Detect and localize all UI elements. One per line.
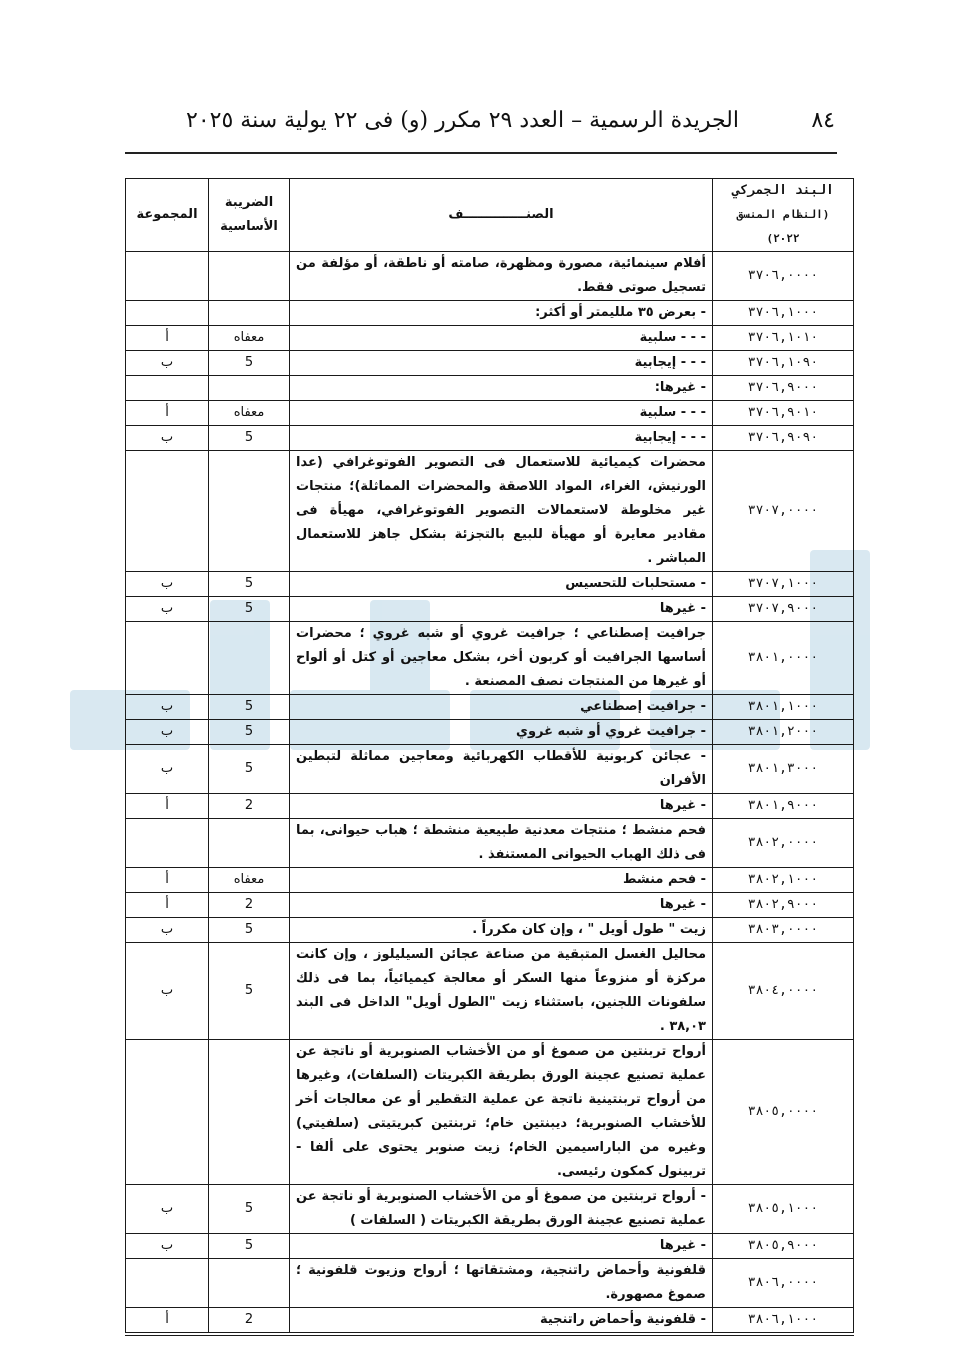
description-cell: - غيرها	[290, 893, 713, 918]
base-tax-cell: 5	[209, 351, 290, 376]
group-cell: ب	[126, 426, 209, 451]
column-header-group: المجموعة	[126, 179, 209, 252]
table-header-row	[126, 179, 854, 252]
description-cell: - فحم منشط	[290, 868, 713, 893]
table-row	[126, 1185, 854, 1234]
tariff-code-cell: ٣٨٠١,٠٠٠٠	[713, 622, 854, 695]
tariff-code-cell: ٣٨٠٥,٠٠٠٠	[713, 1040, 854, 1185]
table-row	[126, 893, 854, 918]
base-tax-cell: 5	[209, 745, 290, 794]
tariff-code-cell: ٣٧٠٦,١٠٠٠	[713, 301, 854, 326]
base-tax-cell	[209, 1259, 290, 1308]
group-cell: ب	[126, 695, 209, 720]
description-cell: أفلام سينمائية، مصورة ومظهرة، صامته أو ناطقة، أو مؤلفة من تسجيل صوتى فقط.	[290, 252, 713, 301]
group-cell	[126, 301, 209, 326]
tariff-code-cell: ٣٨٠٢,٠٠٠٠	[713, 819, 854, 868]
tariff-table	[125, 178, 854, 1336]
tariff-code-cell: ٣٨٠٢,٩٠٠٠	[713, 893, 854, 918]
description-cell: - غيرها	[290, 794, 713, 819]
page-header	[125, 104, 835, 144]
table-row	[126, 745, 854, 794]
gazette-title: الجريدة الرسمية – العدد ٢٩ مكرر (و) فى ٢٢ يولية سنة ٢٠٢٥	[186, 108, 739, 133]
base-tax-cell	[209, 376, 290, 401]
table-row	[126, 326, 854, 351]
description-cell: فحم منشط ؛ منتجات معدنية طبيعية منشطة ؛ هباب حيوانى، بما فى ذلك الهباب الحيوانى المستنفذ .	[290, 819, 713, 868]
group-cell: أ	[126, 868, 209, 893]
tariff-code-cell: ٣٧٠٦,٩٠١٠	[713, 401, 854, 426]
description-cell: - - - سلبية	[290, 326, 713, 351]
tariff-code-cell: ٣٨٠١,٩٠٠٠	[713, 794, 854, 819]
column-header-tax: الضريبة الأساسية	[209, 179, 290, 252]
table-row	[126, 720, 854, 745]
description-cell: قلفونية وأحماض راتنجية، ومشتقاتها ؛ أرواح وزيوت قلفونية ؛ صموغ مصهورة.	[290, 1259, 713, 1308]
base-tax-cell: 5	[209, 943, 290, 1040]
tariff-code-cell: ٣٧٠٦,٩٠٠٠	[713, 376, 854, 401]
base-tax-cell: 5	[209, 720, 290, 745]
group-cell: ب	[126, 943, 209, 1040]
group-cell: أ	[126, 326, 209, 351]
description-cell: - جرافيت غروي أو شبه غروي	[290, 720, 713, 745]
base-tax-cell	[209, 819, 290, 868]
tariff-code-cell: ٣٨٠٢,١٠٠٠	[713, 868, 854, 893]
description-cell: - جرافيت إصطناعي	[290, 695, 713, 720]
tariff-code-cell: ٣٧٠٦,٠٠٠٠	[713, 252, 854, 301]
table-row	[126, 1234, 854, 1259]
group-cell: ب	[126, 745, 209, 794]
table-row	[126, 622, 854, 695]
tariff-code-cell: ٣٧٠٧,٩٠٠٠	[713, 597, 854, 622]
group-cell: أ	[126, 794, 209, 819]
description-cell: - - - سلبية	[290, 401, 713, 426]
table-row	[126, 572, 854, 597]
tariff-code-cell: ٣٨٠٦,٠٠٠٠	[713, 1259, 854, 1308]
tariff-code-cell: ٣٨٠١,١٠٠٠	[713, 695, 854, 720]
table-row	[126, 351, 854, 376]
description-cell: - - - إيجابية	[290, 426, 713, 451]
description-cell: محاليل الغسل المتبقية من صناعة عجائن السيليلوز ، وإن كانت مركزة أو منزوعاً منها السكر أو معالجة كيميائياً، بما فى ذلك سلفونات اللجنين، باستثناء زيت "الطول أويل" الداخل فى البند ٣٨,٠٣ .	[290, 943, 713, 1040]
description-cell: - غيرها:	[290, 376, 713, 401]
base-tax-cell	[209, 622, 290, 695]
group-cell: ب	[126, 720, 209, 745]
group-cell	[126, 1040, 209, 1185]
group-cell: ب	[126, 918, 209, 943]
description-cell: زيت " طول أويل " ، وإن كان مكرراً .	[290, 918, 713, 943]
table-row	[126, 943, 854, 1040]
group-cell: ب	[126, 351, 209, 376]
group-cell: ب	[126, 1234, 209, 1259]
group-cell: أ	[126, 893, 209, 918]
table-row	[126, 1308, 854, 1335]
tariff-code-cell: ٣٧٠٦,٩٠٩٠	[713, 426, 854, 451]
tariff-code-cell: ٣٨٠٣,٠٠٠٠	[713, 918, 854, 943]
base-tax-cell: 5	[209, 918, 290, 943]
base-tax-cell: معفاه	[209, 326, 290, 351]
page-number: ٨٤	[811, 108, 835, 133]
base-tax-cell: 5	[209, 1185, 290, 1234]
group-cell	[126, 622, 209, 695]
description-cell: - غيرها	[290, 597, 713, 622]
description-cell: أرواح تربنتين من صموغ أو من الأخشاب الصنوبرية أو ناتجة عن عملية تصنيع عجينة الورق بطريقة الكبريتات (السلفات)، وغيرها من أرواح تربنتينية ناتجة عن عملية التقطير أو عن معالجات أخر للأخشاب الصنوبرية؛ ديبنتين خام؛ تربنتين كبريتيتى (سلفيتي) وغيره من الباراسيمين الخام؛ زيت صنوبر يحتوى على ألفا - تربينول كمكون رئيسى.	[290, 1040, 713, 1185]
description-cell: - بعرض ٣٥ ملليمتر أو أكثر:	[290, 301, 713, 326]
base-tax-cell: معفاه	[209, 401, 290, 426]
group-cell: أ	[126, 1308, 209, 1335]
table-row	[126, 426, 854, 451]
base-tax-cell: 2	[209, 893, 290, 918]
base-tax-cell: معفاه	[209, 868, 290, 893]
description-cell: - قلفونية وأحماض راتنجية	[290, 1308, 713, 1335]
tariff-code-cell: ٣٧٠٧,١٠٠٠	[713, 572, 854, 597]
description-cell: محضرات كيميائية للاستعمال فى التصوير الفوتوغرافي (عدا الورنيش، الغراء، المواد اللاصقة والمحضرات المماثلة)؛ منتجات غير مخلوطة لاستعمالات التصوير الفوتوغرافي، مهيأة فى مقادير معايرة أو مهيأة للبيع بالتجزئة بشكل جاهز للاستعمال المباشر .	[290, 451, 713, 572]
column-header-code: البند الجمركي (النظام المنسق ٢٠٢٢)	[713, 179, 854, 252]
table-row	[126, 819, 854, 868]
group-cell	[126, 252, 209, 301]
group-cell	[126, 451, 209, 572]
column-header-description: الصنــــــــــــــف	[290, 179, 713, 252]
group-cell	[126, 376, 209, 401]
group-cell: ب	[126, 597, 209, 622]
table-row	[126, 252, 854, 301]
tariff-code-cell: ٣٧٠٦,١٠٩٠	[713, 351, 854, 376]
header-divider	[125, 152, 837, 154]
base-tax-cell: 5	[209, 597, 290, 622]
table-row	[126, 301, 854, 326]
table-row	[126, 918, 854, 943]
table-row	[126, 695, 854, 720]
table-row	[126, 1040, 854, 1185]
tariff-code-cell: ٣٧٠٦,١٠١٠	[713, 326, 854, 351]
base-tax-cell: 5	[209, 695, 290, 720]
description-cell: - - - إيجابية	[290, 351, 713, 376]
base-tax-cell: 2	[209, 794, 290, 819]
group-cell: ب	[126, 572, 209, 597]
description-cell: - أرواح تربنتين من صموغ أو من الأخشاب الصنوبرية أو ناتجة عن عملية تصنيع عجينة الورق بطريقة الكبريتات ( السلفات )	[290, 1185, 713, 1234]
base-tax-cell: 5	[209, 572, 290, 597]
group-cell: ب	[126, 1185, 209, 1234]
base-tax-cell: 2	[209, 1308, 290, 1335]
base-tax-cell	[209, 451, 290, 572]
tariff-code-cell: ٣٨٠٦,١٠٠٠	[713, 1308, 854, 1335]
base-tax-cell: 5	[209, 1234, 290, 1259]
description-cell: - مستحلبات للتحسيس	[290, 572, 713, 597]
table-row	[126, 1259, 854, 1308]
table-row	[126, 597, 854, 622]
tariff-code-cell: ٣٨٠٤,٠٠٠٠	[713, 943, 854, 1040]
description-cell: - عجائن كربونية للأقطاب الكهربائية ومعاجين مماثلة لتبطين الأفران	[290, 745, 713, 794]
group-cell	[126, 1259, 209, 1308]
tariff-code-cell: ٣٧٠٧,٠٠٠٠	[713, 451, 854, 572]
table-row	[126, 451, 854, 572]
base-tax-cell	[209, 301, 290, 326]
group-cell	[126, 819, 209, 868]
tariff-code-cell: ٣٨٠٥,٩٠٠٠	[713, 1234, 854, 1259]
table-row	[126, 401, 854, 426]
base-tax-cell	[209, 252, 290, 301]
table-row	[126, 794, 854, 819]
tariff-code-cell: ٣٨٠١,٢٠٠٠	[713, 720, 854, 745]
base-tax-cell	[209, 1040, 290, 1185]
description-cell: - غيرها	[290, 1234, 713, 1259]
tariff-code-cell: ٣٨٠١,٣٠٠٠	[713, 745, 854, 794]
description-cell: جرافيت إصطناعي ؛ جرافيت غروي أو شبه غروي ؛ محضرات أساسها الجرافيت أو كربون أخر، بشكل معاجين أو كتل أو ألواح أو غيرها من المنتجات نصف المصنعة .	[290, 622, 713, 695]
group-cell: أ	[126, 401, 209, 426]
tariff-code-cell: ٣٨٠٥,١٠٠٠	[713, 1185, 854, 1234]
base-tax-cell: 5	[209, 426, 290, 451]
table-row	[126, 376, 854, 401]
table-row	[126, 868, 854, 893]
